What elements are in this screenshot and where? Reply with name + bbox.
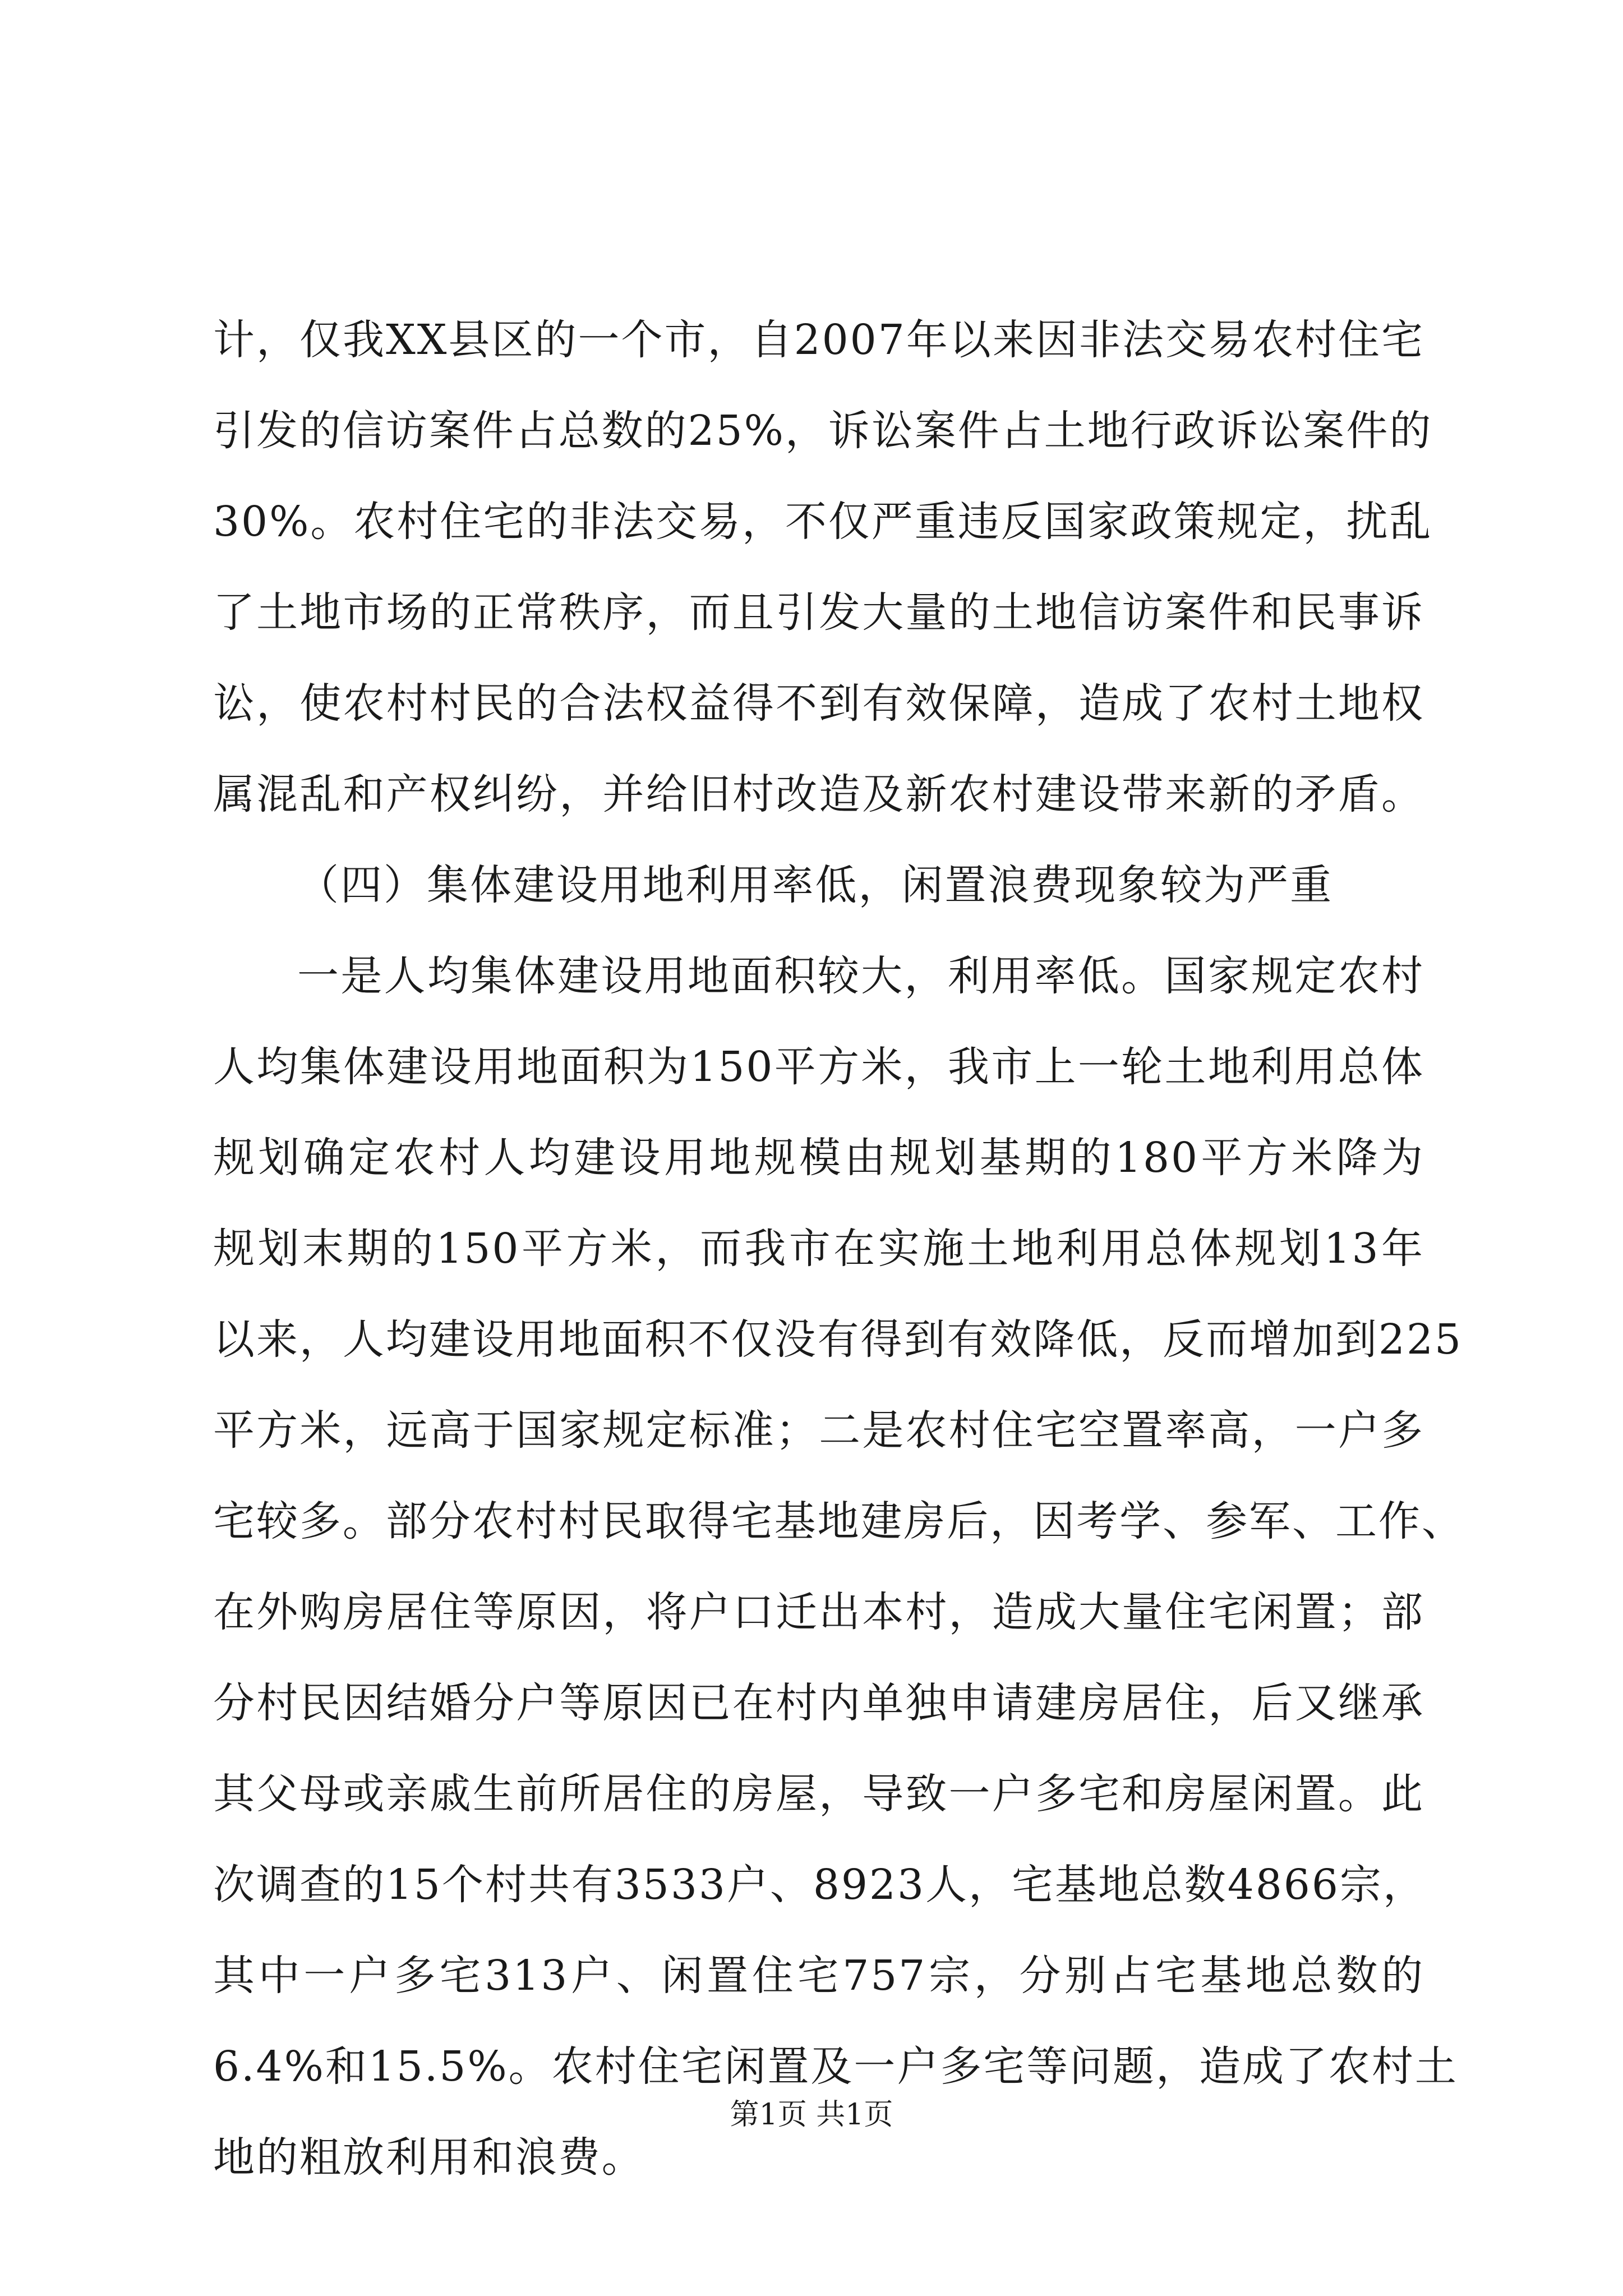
text-line: 其父母或亲戚生前所居住的房屋，导致一户多宅和房屋闲置。此 [213, 1770, 1424, 1818]
text-line: 讼，使农村村民的合法权益得不到有效保障，造成了农村土地权 [213, 679, 1424, 728]
text-line: 宅较多。部分农村村民取得宅基地建房后，因考学、参军、工作、 [213, 1497, 1465, 1545]
text-line: 地的粗放利用和浪费。 [213, 2133, 645, 2182]
text-line: 平方米，远高于国家规定标准；二是农村住宅空置率高，一户多 [213, 1406, 1424, 1455]
text-line: 在外购房居住等原因，将户口迁出本村，造成大量住宅闲置；部 [213, 1588, 1424, 1636]
text-line: 人均集体建设用地面积为150平方米，我市上一轮土地利用总体 [213, 1043, 1424, 1091]
text-line: 次调查的15个村共有3533户、8923人，宅基地总数4866宗， [213, 1861, 1426, 1909]
text-line: 30%。农村住宅的非法交易，不仅严重违反国家政策规定，扰乱 [213, 498, 1433, 546]
text-line: 了土地市场的正常秩序，而且引发大量的土地信访案件和民事诉 [213, 588, 1424, 637]
text-line: 其中一户多宅313户、闲置住宅757宗，分别占宅基地总数的 [213, 1952, 1424, 2000]
section-heading: （四）集体建设用地利用率低，闲置浪费现象较为严重 [297, 861, 1334, 909]
text-line: 属混乱和产权纠纷，并给旧村改造及新农村建设带来新的矛盾。 [213, 770, 1424, 818]
text-line: 引发的信访案件占总数的25%，诉讼案件占土地行政诉讼案件的 [213, 407, 1433, 455]
text-line: 6.4%和15.5%。农村住宅闲置及一户多宅等问题，造成了农村土 [213, 2042, 1458, 2091]
text-line: 一是人均集体建设用地面积较大，利用率低。国家规定农村 [297, 952, 1424, 1000]
text-line: 规划末期的150平方米，而我市在实施土地利用总体规划13年 [213, 1225, 1424, 1273]
text-line: 计，仅我XX县区的一个市，自2007年以来因非法交易农村住宅 [213, 316, 1424, 364]
document-body [213, 295, 1465, 2203]
text-line: 规划确定农村人均建设用地规模由规划基期的180平方米降为 [213, 1134, 1424, 1182]
text-line: 分村民因结婚分户等原因已在村内单独申请建房居住，后又继承 [213, 1679, 1424, 1727]
page-footer: 第1页 共1页 [730, 2098, 893, 2132]
text-line: 以来，人均建设用地面积不仅没有得到有效降低，反而增加到225 [213, 1315, 1463, 1364]
